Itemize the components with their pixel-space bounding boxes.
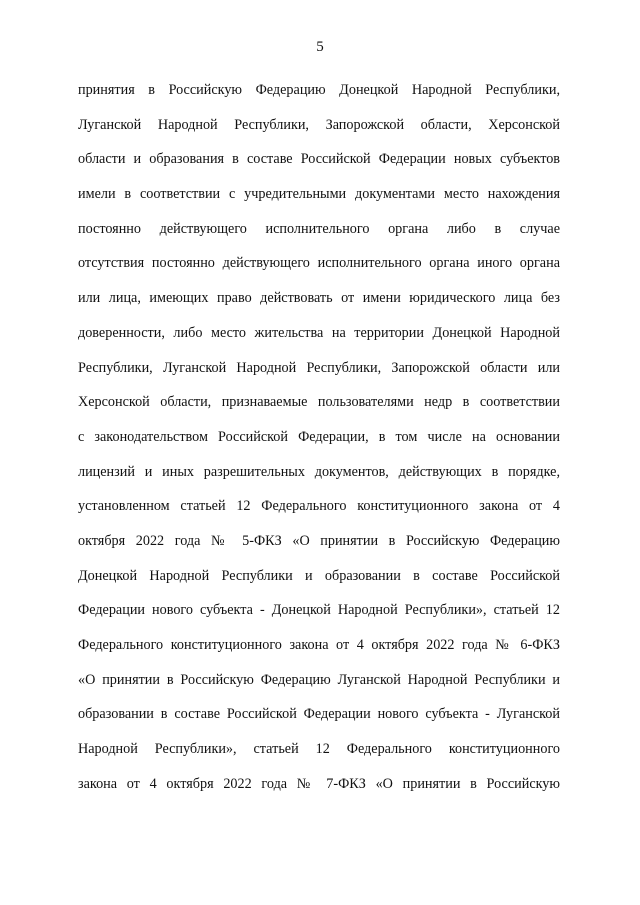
- text-line-18: «О принятии в Российскую Федерацию Луганской Народной Республики и: [78, 671, 560, 688]
- text-line-3: области и образования в составе Российской Федерации новых субъектов: [78, 151, 560, 168]
- text-line-2: Луганской Народной Республики, Запорожской области, Херсонской: [78, 116, 560, 133]
- text-line-14: октября 2022 года № 5-ФКЗ «О принятии в Российскую Федерацию: [78, 532, 560, 549]
- page-number: 5: [316, 39, 324, 55]
- text-line-5: постоянно действующего исполнительного органа либо в случае: [78, 220, 560, 237]
- text-line-1: принятия в Российскую Федерацию Донецкой Народной Республики,: [78, 82, 560, 98]
- text-line-12: лицензий и иных разрешительных документов, действующих в порядке,: [78, 463, 560, 480]
- text-line-10: Херсонской области, признаваемые пользователями недр в соответствии: [78, 394, 560, 411]
- text-line-11: с законодательством Российской Федерации, в том числе на основании: [78, 428, 560, 445]
- text-line-9: Республики, Луганской Народной Республики, Запорожской области или: [78, 359, 560, 376]
- text-line-20: Народной Республики», статьей 12 Федерального конституционного: [78, 741, 560, 758]
- text-line-7: или лица, имеющих право действовать от имени юридического лица без: [78, 290, 560, 307]
- text-line-8: доверенности, либо место жительства на территории Донецкой Народной: [78, 324, 560, 341]
- text-line-16: Федерации нового субъекта - Донецкой Народной Республики», статьей 12: [78, 602, 560, 619]
- text-line-17: Федерального конституционного закона от 4 октября 2022 года № 6-ФКЗ: [78, 637, 560, 653]
- text-line-4: имели в соответствии с учредительными документами место нахождения: [78, 186, 560, 203]
- body-paragraph: [78, 73, 560, 801]
- text-line-21: закона от 4 октября 2022 года № 7-ФКЗ «О принятии в Российскую: [78, 775, 560, 792]
- text-line-13: установленном статьей 12 Федерального конституционного закона от 4: [78, 498, 560, 515]
- text-line-19: образовании в составе Российской Федерации нового субъекта - Луганской: [78, 706, 560, 723]
- text-line-6: отсутствия постоянно действующего исполнительного органа иного органа: [78, 255, 560, 272]
- text-line-15: Донецкой Народной Республики и образовании в составе Российской: [78, 567, 560, 584]
